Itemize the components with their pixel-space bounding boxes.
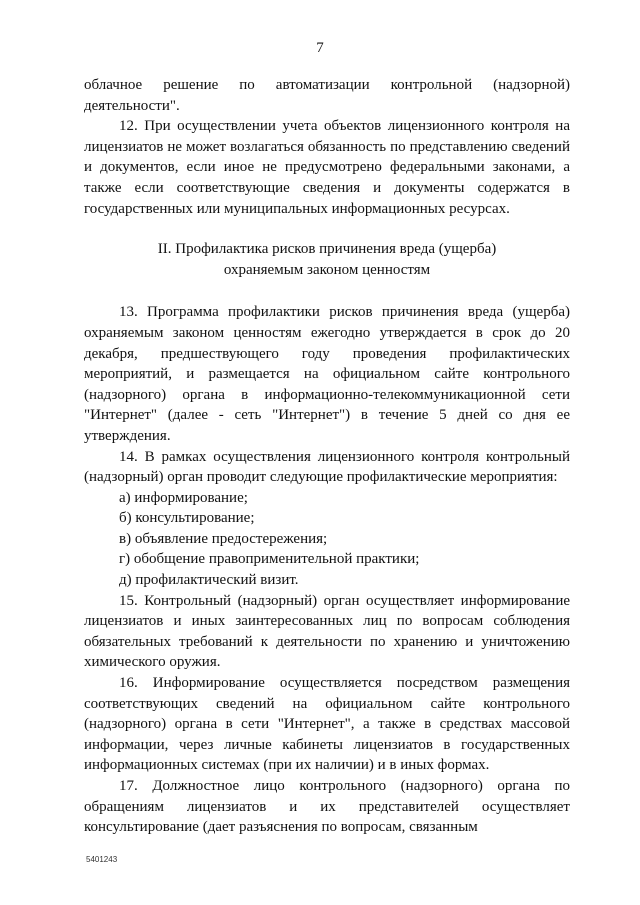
clause-12: 12. При осуществлении учета объектов лицензионного контроля на лицензиатов не может возлагаться обязанность по представлению сведений и документов, если иное не предусмотрено федеральными законами, а также если соответствующие сведения и документы содержатся в государственных или муниципальных информационных ресурсах. <box>84 118 570 217</box>
page-number: 7 <box>316 40 324 56</box>
clause-14-item-e: д) профилактический визит. <box>119 572 299 589</box>
clause-14-item-d: г) обобщение правоприменительной практики; <box>119 551 420 568</box>
document-body <box>84 75 570 838</box>
section-heading <box>84 239 570 280</box>
clause-14: 14. В рамках осуществления лицензионного контроля контрольный (надзорный) орган проводит следующие профилактические мероприятия: <box>84 448 570 486</box>
clause-16: 16. Информирование осуществляется посредством размещения соответствующих сведений на официальном сайте контрольного (надзорного) органа в сети "Интернет", а также в средствах массовой информации, через личные кабинеты лицензиатов в государственных информационных системах (при их наличии) и в иных формах. <box>84 675 570 774</box>
section-heading-line-1: II. Профилактика рисков причинения вреда (ущерба) <box>157 241 497 258</box>
clause-17: 17. Должностное лицо контрольного (надзорного) органа по обращениям лицензиатов и их представителей осуществляет консультирование (дает разъяснения по вопросам, связанным <box>84 778 570 836</box>
section-heading-line-2: охраняемым законом ценностям <box>223 261 431 278</box>
intro-continuation: облачное решение по автоматизации контрольной (надзорной) деятельности". <box>84 77 570 114</box>
clause-14-item-b: б) консультирование; <box>119 510 255 527</box>
clause-14-item-a: а) информирование; <box>119 489 248 506</box>
document-code: 5401243 <box>86 855 118 864</box>
clause-15: 15. Контрольный (надзорный) орган осуществляет информирование лицензиатов и иных заинтересованных лиц по вопросам соблюдения обязательных требований к деятельности по хранению и уничтожению химического оружия. <box>84 592 570 671</box>
clause-13: 13. Программа профилактики рисков причинения вреда (ущерба) охраняемым законом ценностям ежегодно утверждается в срок до 20 декабря, предшествующего году проведения профилактических мероприятий, и размещается на официальном сайте контрольного (надзорного) органа в информационно-телекоммуникационной сети "Интернет" (далее - сеть "Интернет") в течение 5 дней со дня ее утверждения. <box>84 304 570 444</box>
clause-14-item-c: в) объявление предостережения; <box>119 530 328 547</box>
